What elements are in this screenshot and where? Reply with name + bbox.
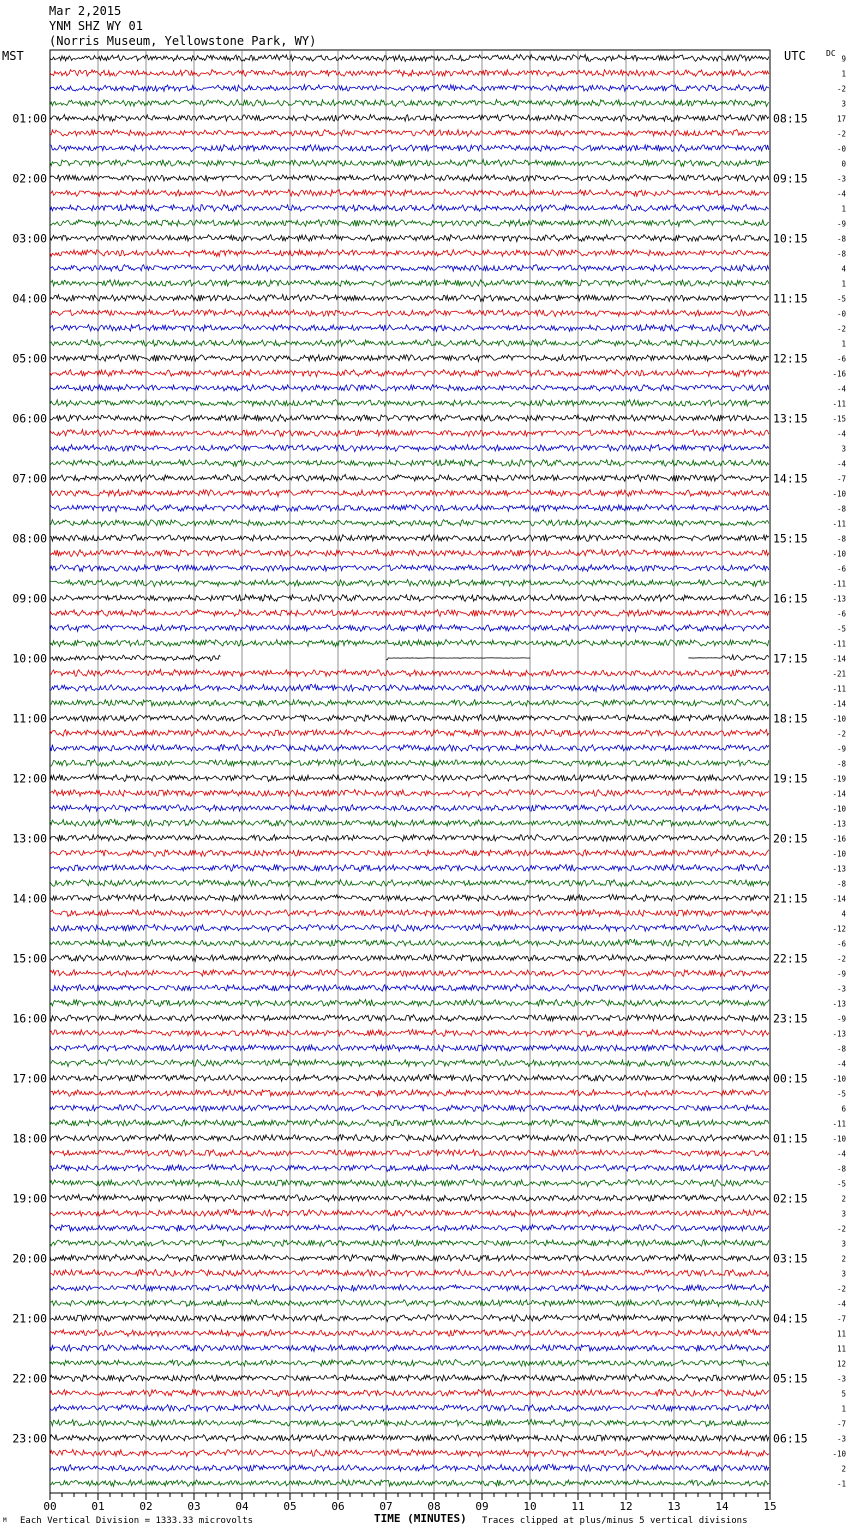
dc-offset-label: -7 [836, 1419, 846, 1429]
trace-line [50, 235, 769, 242]
mst-hour-label: 23:00 [12, 1431, 47, 1446]
dc-offset-label: -14 [832, 699, 846, 709]
utc-hour-label: 05:15 [773, 1371, 808, 1386]
trace-line [50, 220, 769, 227]
dc-offset-label: -6 [836, 939, 846, 949]
trace-line [50, 609, 769, 616]
dc-offset-label: -13 [832, 1029, 846, 1039]
dc-offset-label: 2 [841, 1464, 846, 1474]
trace-line [50, 400, 769, 407]
trace-line [50, 1135, 769, 1142]
dc-offset-label: -21 [832, 669, 846, 679]
trace-line [688, 655, 768, 660]
utc-hour-label: 13:15 [773, 411, 808, 426]
dc-offset-label: 2 [841, 1194, 846, 1204]
trace-line [50, 175, 769, 182]
x-tick-label: 01 [91, 1500, 105, 1513]
mst-hour-label: 06:00 [12, 411, 47, 426]
trace-line [50, 595, 769, 602]
trace-line [50, 265, 769, 272]
dc-offset-label: -10 [832, 1074, 846, 1084]
dc-offset-label: -3 [836, 984, 846, 994]
dc-offset-label: -13 [832, 999, 846, 1009]
trace-line [50, 1105, 769, 1112]
mst-hour-label: 11:00 [12, 711, 47, 726]
trace-line [50, 160, 769, 167]
trace-line [50, 1150, 769, 1157]
trace-line [50, 460, 769, 467]
mst-hour-label: 16:00 [12, 1011, 47, 1026]
utc-hour-label: 14:15 [773, 471, 808, 486]
trace-line [50, 339, 769, 346]
utc-hour-label: 19:15 [773, 771, 808, 786]
dc-offset-label: 5 [841, 1389, 846, 1399]
x-tick-label: 04 [235, 1500, 249, 1513]
trace-line [50, 85, 769, 92]
dc-offset-label: -11 [832, 684, 846, 694]
trace-line [50, 1060, 769, 1067]
trace-line [386, 658, 530, 660]
dc-offset-label: -11 [832, 579, 846, 589]
trace-line [50, 1450, 769, 1457]
trace-line [50, 1405, 769, 1412]
dc-offset-label: -8 [836, 504, 846, 514]
trace-line [50, 1030, 769, 1037]
mst-hour-label: 22:00 [12, 1371, 47, 1386]
trace-line [50, 1465, 769, 1472]
mst-hour-label: 15:00 [12, 951, 47, 966]
mst-hour-label: 21:00 [12, 1311, 47, 1326]
dc-offset-label: -10 [832, 489, 846, 499]
x-tick-label: 12 [619, 1500, 633, 1513]
trace-line [50, 1015, 769, 1022]
dc-offset-label: -14 [832, 789, 846, 799]
dc-offset-label: -5 [836, 624, 846, 634]
trace-line [50, 580, 769, 587]
dc-offset-label: -5 [836, 294, 846, 304]
trace-line [50, 325, 769, 332]
x-tick-label: 03 [187, 1500, 201, 1513]
dc-offset-label: -9 [836, 219, 846, 229]
trace-line [50, 145, 769, 152]
scale-note: Each Vertical Division = 1333.33 microvolts [20, 1516, 253, 1526]
trace-line [50, 550, 769, 557]
dc-offset-label: -4 [836, 459, 846, 469]
utc-hour-label: 02:15 [773, 1191, 808, 1206]
x-tick-label: 08 [427, 1500, 441, 1513]
dc-offset-label: -8 [836, 1164, 846, 1174]
trace-line [50, 310, 769, 317]
trace-line [50, 745, 769, 752]
trace-line [50, 625, 769, 632]
dc-offset-label: -11 [832, 399, 846, 409]
dc-offset-label: 0 [841, 159, 846, 169]
dc-offset-label: -3 [836, 174, 846, 184]
dc-offset-label: -0 [836, 309, 846, 319]
dc-offset-label: -14 [832, 894, 846, 904]
dc-offset-label: -10 [832, 1449, 846, 1459]
right-timezone-label: UTC [784, 49, 806, 63]
dc-offset-label: -13 [832, 594, 846, 604]
utc-hour-label: 04:15 [773, 1311, 808, 1326]
utc-hour-label: 12:15 [773, 351, 808, 366]
trace-line [50, 880, 769, 887]
mst-hour-label: 03:00 [12, 231, 47, 246]
trace-line [50, 535, 769, 542]
trace-line [50, 1360, 769, 1367]
trace-line [50, 1255, 769, 1262]
trace-line [50, 1000, 769, 1007]
dc-offset-label: -3 [836, 1434, 846, 1444]
mst-hour-label: 04:00 [12, 291, 47, 306]
dc-offset-label: 4 [841, 264, 846, 274]
dc-offset-label: -4 [836, 189, 846, 199]
dc-offset-label: -6 [836, 564, 846, 574]
dc-offset-label: -10 [832, 849, 846, 859]
trace-line [50, 130, 769, 137]
dc-offset-label: -9 [836, 744, 846, 754]
utc-hour-label: 01:15 [773, 1131, 808, 1146]
dc-offset-label: -4 [836, 1149, 846, 1159]
trace-line [50, 295, 769, 302]
trace-line [50, 100, 769, 107]
trace-line [50, 805, 769, 812]
corner-mark: M [3, 1517, 7, 1524]
x-tick-label: 13 [667, 1500, 681, 1513]
trace-line [50, 115, 769, 122]
dc-offset-label: -2 [836, 1224, 846, 1234]
mst-hour-label: 07:00 [12, 471, 47, 486]
trace-line [50, 1285, 769, 1292]
dc-offset-label: -3 [836, 1374, 846, 1384]
trace-line [50, 1120, 769, 1127]
dc-offset-label: -2 [836, 84, 846, 94]
dc-offset-label: 12 [836, 1359, 846, 1369]
trace-line [50, 850, 769, 857]
dc-offset-label: 9 [841, 54, 846, 64]
dc-offset-label: -0 [836, 144, 846, 154]
trace-line [50, 955, 769, 962]
mst-hour-label: 18:00 [12, 1131, 47, 1146]
dc-offset-label: -4 [836, 384, 846, 394]
x-axis-title: TIME (MINUTES) [374, 1512, 467, 1525]
mst-hour-label: 19:00 [12, 1191, 47, 1206]
trace-line [50, 670, 769, 677]
dc-offset-label: -10 [832, 1134, 846, 1144]
dc-offset-label: -5 [836, 1179, 846, 1189]
trace-line [50, 775, 769, 782]
x-tick-label: 05 [283, 1500, 297, 1513]
dc-offset-label: -4 [836, 1299, 846, 1309]
dc-offset-label: -7 [836, 474, 846, 484]
trace-line [50, 760, 769, 767]
trace-line [50, 895, 769, 902]
utc-hour-label: 20:15 [773, 831, 808, 846]
x-tick-label: 11 [571, 1500, 585, 1513]
mst-hour-label: 10:00 [12, 651, 47, 666]
dc-offset-label: -8 [836, 234, 846, 244]
trace-line [50, 430, 769, 437]
utc-hour-label: 18:15 [773, 711, 808, 726]
trace-line [50, 1300, 769, 1307]
trace-line [50, 445, 769, 452]
utc-hour-label: 15:15 [773, 531, 808, 546]
dc-offset-label: -8 [836, 534, 846, 544]
trace-line [50, 925, 769, 932]
trace-line [50, 70, 769, 77]
x-tick-label: 15 [763, 1500, 777, 1513]
dc-offset-label: -10 [832, 549, 846, 559]
dc-offset-label: -9 [836, 1014, 846, 1024]
mst-hour-label: 02:00 [12, 171, 47, 186]
dc-offset-label: -8 [836, 1044, 846, 1054]
trace-line [50, 505, 769, 512]
dc-offset-label: -13 [832, 819, 846, 829]
trace-line [50, 1390, 769, 1397]
trace-line [50, 204, 769, 211]
x-tick-label: 10 [523, 1500, 537, 1513]
trace-line [50, 700, 769, 707]
trace-line [50, 370, 769, 377]
trace-line [50, 820, 769, 827]
dc-offset-label: -11 [832, 1119, 846, 1129]
trace-line [50, 490, 769, 497]
trace-line [50, 910, 769, 917]
trace-line [50, 190, 769, 197]
clip-note: Traces clipped at plus/minus 5 vertical divisions [482, 1516, 748, 1526]
trace-line [50, 730, 769, 737]
utc-hour-label: 22:15 [773, 951, 808, 966]
dc-offset-label: -8 [836, 879, 846, 889]
trace-line [50, 940, 769, 947]
utc-hour-label: 10:15 [773, 231, 808, 246]
utc-hour-label: 21:15 [773, 891, 808, 906]
dc-offset-label: 11 [836, 1344, 846, 1354]
trace-line [50, 1195, 769, 1202]
trace-line [50, 655, 220, 661]
trace-line [50, 250, 769, 257]
dc-offset-label: 3 [841, 1209, 846, 1219]
mst-hour-label: 14:00 [12, 891, 47, 906]
mst-hour-label: 12:00 [12, 771, 47, 786]
dc-offset-label: -11 [832, 519, 846, 529]
dc-offset-label: -16 [832, 834, 846, 844]
x-tick-label: 02 [139, 1500, 153, 1513]
mst-hour-label: 17:00 [12, 1071, 47, 1086]
utc-hour-label: 00:15 [773, 1071, 808, 1086]
trace-line [50, 1210, 769, 1217]
trace-line [50, 1315, 769, 1322]
dc-offset-label: 3 [841, 1269, 846, 1279]
dc-offset-label: -15 [832, 414, 846, 424]
dc-offset-label: -13 [832, 864, 846, 874]
mst-hour-label: 09:00 [12, 591, 47, 606]
trace-line [50, 1240, 769, 1247]
mst-hour-label: 08:00 [12, 531, 47, 546]
dc-offset-label: 1 [841, 279, 846, 289]
trace-line [50, 1420, 769, 1427]
trace-line [50, 1180, 769, 1187]
x-tick-label: 14 [715, 1500, 729, 1513]
dc-offset-label: 1 [841, 1404, 846, 1414]
dc-offset-label: -12 [832, 924, 846, 934]
left-timezone-label: MST [2, 49, 24, 63]
dc-column-label: DC [826, 49, 836, 58]
trace-line [50, 1480, 769, 1487]
mst-hour-label: 20:00 [12, 1251, 47, 1266]
x-tick-label: 00 [43, 1500, 57, 1513]
dc-offset-label: 17 [836, 114, 846, 124]
trace-line [50, 474, 769, 481]
trace-line [50, 1090, 769, 1097]
dc-offset-label: -9 [836, 969, 846, 979]
trace-line [50, 385, 769, 392]
utc-hour-label: 06:15 [773, 1431, 808, 1446]
dc-offset-label: -2 [836, 954, 846, 964]
dc-offset-label: -4 [836, 429, 846, 439]
dc-offset-label: -2 [836, 129, 846, 139]
dc-offset-label: -6 [836, 609, 846, 619]
dc-offset-label: -8 [836, 249, 846, 259]
trace-line [50, 865, 769, 872]
trace-line [50, 280, 769, 287]
trace-line [50, 565, 769, 572]
dc-offset-label: -10 [832, 804, 846, 814]
trace-line [50, 1075, 769, 1082]
x-tick-label: 09 [475, 1500, 489, 1513]
trace-line [50, 1330, 769, 1337]
dc-offset-label: -1 [836, 1479, 846, 1489]
station-location: (Norris Museum, Yellowstone Park, WY) [49, 34, 317, 48]
trace-line [50, 355, 769, 362]
utc-hour-label: 17:15 [773, 651, 808, 666]
trace-line [50, 1165, 769, 1172]
trace-line [50, 1375, 769, 1382]
x-tick-label: 06 [331, 1500, 345, 1513]
station-code: YNM SHZ WY 01 [49, 19, 143, 33]
dc-offset-label: 1 [841, 69, 846, 79]
trace-line [50, 1045, 769, 1052]
utc-hour-label: 23:15 [773, 1011, 808, 1026]
trace-line [50, 685, 769, 692]
dc-offset-label: -14 [832, 654, 846, 664]
utc-hour-label: 03:15 [773, 1251, 808, 1266]
dc-offset-label: 2 [841, 1254, 846, 1264]
dc-offset-label: -19 [832, 774, 846, 784]
dc-offset-label: -10 [832, 714, 846, 724]
trace-line [50, 715, 769, 722]
trace-line [50, 415, 769, 422]
trace-line [50, 1345, 769, 1352]
utc-hour-label: 08:15 [773, 111, 808, 126]
dc-offset-label: -2 [836, 729, 846, 739]
trace-line [50, 790, 769, 797]
dc-offset-label: -8 [836, 759, 846, 769]
trace-line [50, 520, 769, 527]
mst-hour-label: 01:00 [12, 111, 47, 126]
utc-hour-label: 11:15 [773, 291, 808, 306]
dc-offset-label: -16 [832, 369, 846, 379]
dc-offset-label: -5 [836, 1089, 846, 1099]
dc-offset-label: 3 [841, 444, 846, 454]
dc-offset-label: -7 [836, 1314, 846, 1324]
dc-offset-label: 3 [841, 99, 846, 109]
trace-line [50, 1270, 769, 1277]
trace-line [50, 1225, 769, 1232]
utc-hour-label: 16:15 [773, 591, 808, 606]
record-date: Mar 2,2015 [49, 4, 122, 18]
mst-hour-label: 05:00 [12, 351, 47, 366]
dc-offset-label: 6 [841, 1104, 846, 1114]
trace-line [50, 985, 769, 992]
mst-hour-label: 13:00 [12, 831, 47, 846]
dc-offset-label: -6 [836, 354, 846, 364]
dc-offset-label: 11 [836, 1329, 846, 1339]
dc-offset-label: 3 [841, 1239, 846, 1249]
trace-line [50, 1435, 769, 1442]
utc-hour-label: 09:15 [773, 171, 808, 186]
dc-offset-label: 1 [841, 339, 846, 349]
dc-offset-label: 4 [841, 909, 846, 919]
dc-offset-label: -2 [836, 1284, 846, 1294]
dc-offset-label: -11 [832, 639, 846, 649]
dc-offset-label: -2 [836, 324, 846, 334]
trace-line [50, 55, 769, 62]
x-tick-label: 07 [379, 1500, 393, 1513]
trace-line [50, 640, 769, 647]
dc-offset-label: -4 [836, 1059, 846, 1069]
trace-line [50, 970, 769, 977]
trace-line [50, 835, 769, 842]
dc-offset-label: 1 [841, 204, 846, 214]
